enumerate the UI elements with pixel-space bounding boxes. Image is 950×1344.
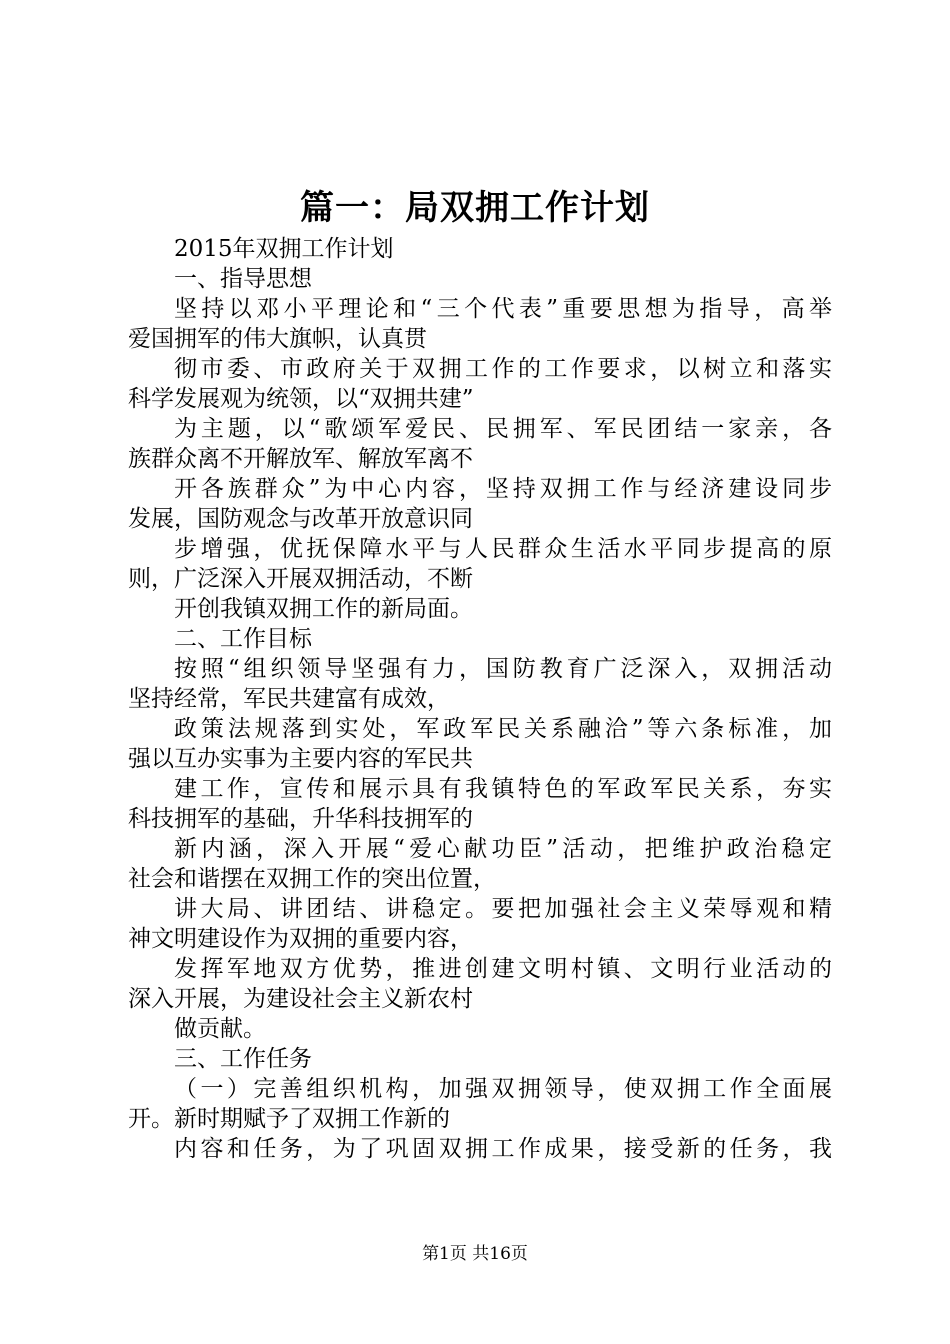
body-line: 强以互办实事为主要内容的军民共 <box>128 746 473 772</box>
body-line: 建工作，宣传和展示具有我镇特色的军政军民关系，夯实 <box>174 776 832 802</box>
body-line: 新内涵，深入开展“爱心献功臣”活动，把维护政治稳定 <box>174 836 832 862</box>
body-line: 深入开展，为建设社会主义新农村 <box>128 986 473 1012</box>
body-line: 政策法规落到实处，军政军民关系融洽”等六条标准，加 <box>174 716 832 742</box>
body-line: 一、指导思想 <box>174 266 312 292</box>
body-line: 科学发展观为统领，以“双拥共建” <box>128 386 474 412</box>
body-line: 社会和谐摆在双拥工作的突出位置， <box>128 866 496 892</box>
body-line: 科技拥军的基础，升华科技拥军的 <box>128 806 473 832</box>
body-line: 则，广泛深入开展双拥活动，不断 <box>128 566 473 592</box>
body-line: 为主题，以“歌颂军爱民、民拥军、军民团结一家亲，各 <box>174 416 832 442</box>
body-line: 发挥军地双方优势，推进创建文明村镇、文明行业活动的 <box>174 956 832 982</box>
body-line: 神文明建设作为双拥的重要内容， <box>128 926 473 952</box>
body-line: 开。新时期赋予了双拥工作新的 <box>128 1106 450 1132</box>
body-line: 做贡献。 <box>174 1016 266 1042</box>
body-line: 坚持经常，军民共建富有成效， <box>128 686 450 712</box>
body-line: 2015年双拥工作计划 <box>174 236 394 262</box>
body-line: 坚持以邓小平理论和“三个代表”重要思想为指导，高举 <box>174 296 832 322</box>
document-title: 篇一：局双拥工作计划 <box>300 188 650 228</box>
body-line: 爱国拥军的伟大旗帜，认真贯 <box>128 326 427 352</box>
body-line: 讲大局、讲团结、讲稳定。要把加强社会主义荣辱观和精 <box>174 896 832 922</box>
body-line: （一）完善组织机构，加强双拥领导，使双拥工作全面展 <box>174 1076 832 1102</box>
body-line: 族群众离不开解放军、解放军离不 <box>128 446 473 472</box>
body-line: 发展，国防观念与改革开放意识同 <box>128 506 473 532</box>
body-line: 开创我镇双拥工作的新局面。 <box>174 596 473 622</box>
body-line: 内容和任务，为了巩固双拥工作成果，接受新的任务，我 <box>174 1136 832 1162</box>
body-line: 按照“组织领导坚强有力，国防教育广泛深入，双拥活动 <box>174 656 832 682</box>
body-line: 步增强，优抚保障水平与人民群众生活水平同步提高的原 <box>174 536 832 562</box>
body-line: 三、工作任务 <box>174 1046 312 1072</box>
page-footer: 第1页 共16页 <box>422 1244 528 1264</box>
body-line: 彻市委、市政府关于双拥工作的工作要求，以树立和落实 <box>174 356 832 382</box>
body-line: 开各族群众”为中心内容，坚持双拥工作与经济建设同步 <box>174 476 832 502</box>
body-line: 二、工作目标 <box>174 626 312 652</box>
document-body <box>128 234 832 1164</box>
